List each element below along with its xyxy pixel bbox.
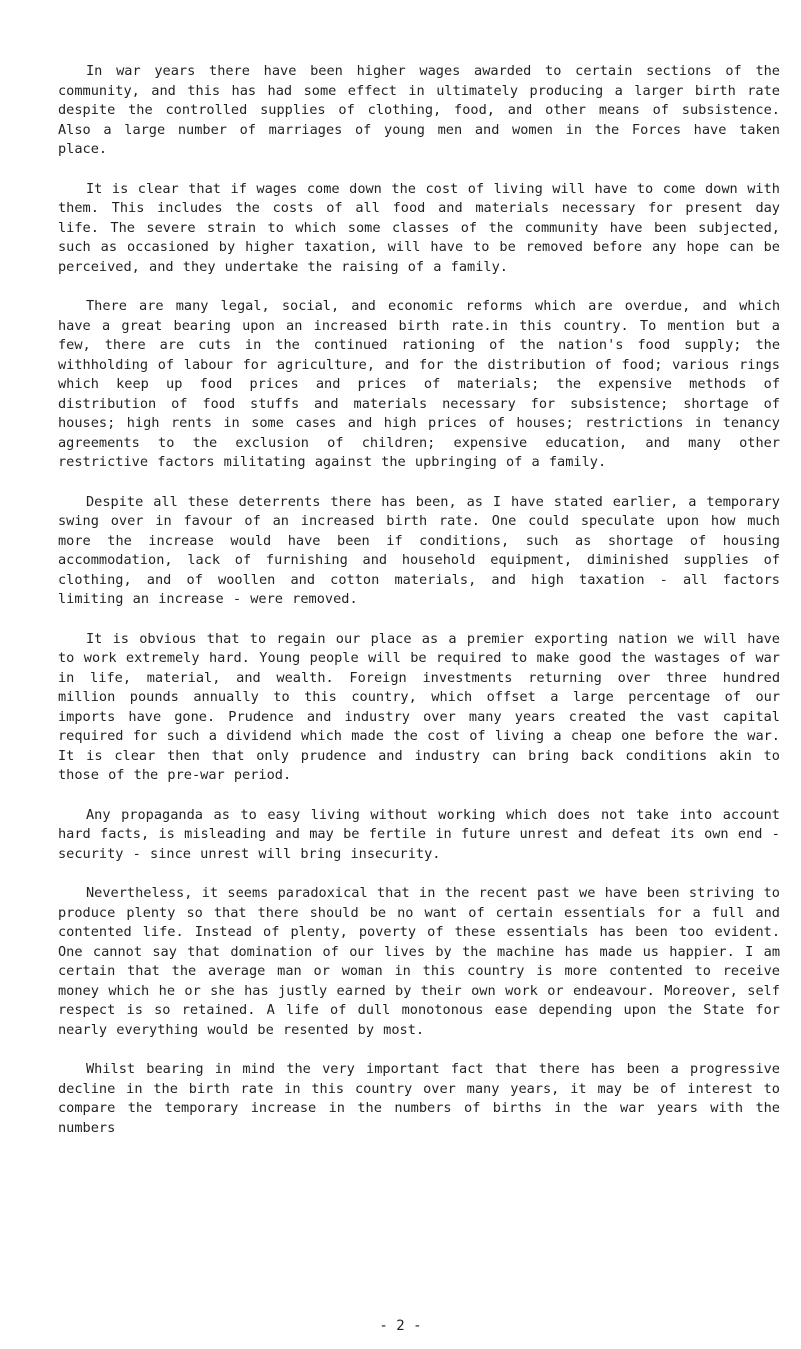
paragraph-wages: In war years there have been higher wages awarded to certain sections of the community, and this has had some effect in ultimately producing a larger birth rate despite the controlled supplies of clothing, food, and other means of subsistence. Also a large number of marriages of young men and women in the Forces have taken place. (58, 63, 780, 157)
paragraph-deterrents: Despite all these deterrents there has been, as I have stated earlier, a temporary swing over in favour of an increased birth rate. One could speculate upon how much more the increase would have been if conditions, such as shortage of housing accommodation, lack of furnishing and household equipment, diminished supplies of clothing, and of woollen and cotton materials, and high taxation - all factors limiting an increase - were removed. (58, 493, 780, 607)
paragraph-plenty: Nevertheless, it seems paradoxical that in the recent past we have been striving to produce plenty so that there should be no want of certain essentials for a full and contented life. Instead of plenty, poverty of these essentials has been too evident. One cannot say that domination of our lives by the machine has made us happier. I am certain that the average man or woman in this country is more contented to receive money which he or she has justly earned by their own work or endeavour. Moreover, self respect is so retained. A life of dull monotonous ease depending upon the State for nearly everything would be resented by most. (58, 885, 780, 1038)
paragraph-cost-of-living: It is clear that if wages come down the cost of living will have to come down with them. This includes the costs of all food and materials necessary for present day life. The severe strain to which some classes of the community have been subjected, such as occasioned by higher taxation, will have to be removed before any hope can be perceived, and they undertake the raising of a family. (58, 180, 780, 275)
document-page (58, 62, 780, 1158)
paragraph-birth-rate-decline: Whilst bearing in mind the very important fact that there has been a progressive decline in the birth rate in this country over many years, it may be of interest to compare the temporary increase in the numbers of births in the war years with the numbers (58, 1061, 780, 1136)
paragraph-propaganda: Any propaganda as to easy living without working which does not take into account hard facts, is misleading and may be fertile in future unrest and defeat its own end - security - since unrest will bring insecurity. (58, 806, 780, 862)
paragraph-reforms: There are many legal, social, and economic reforms which are overdue, and which have a great bearing upon an increased birth rate.in this country. To mention but a few, there are cuts in the continued rationing of the nation's food supply; the withholding of labour for agriculture, and for the distribution of food; various rings which keep up food prices and prices of materials; the expensive methods of distribution of food stuffs and materials necessary for subsistence; shortage of houses; high rents in some cases and high prices of houses; restrictions in tenancy agreements to the exclusion of children; expensive education, and many other restrictive factors militating against the upbringing of a family. (58, 298, 780, 470)
paragraph-exporting-nation: It is obvious that to regain our place as a premier exporting nation we will have to work extremely hard. Young people will be required to make good the wastages of war in life, material, and wealth. Foreign investments returning over three hundred million pounds annually to this country, which offset a large percentage of our imports have gone. Prudence and industry over many years created the vast capital required for such a dividend which made the cost of living a cheap one before the war. It is clear then that only prudence and industry can bring back conditions akin to those of the pre-war period. (58, 630, 780, 783)
page-number: - 2 - (379, 1318, 422, 1334)
